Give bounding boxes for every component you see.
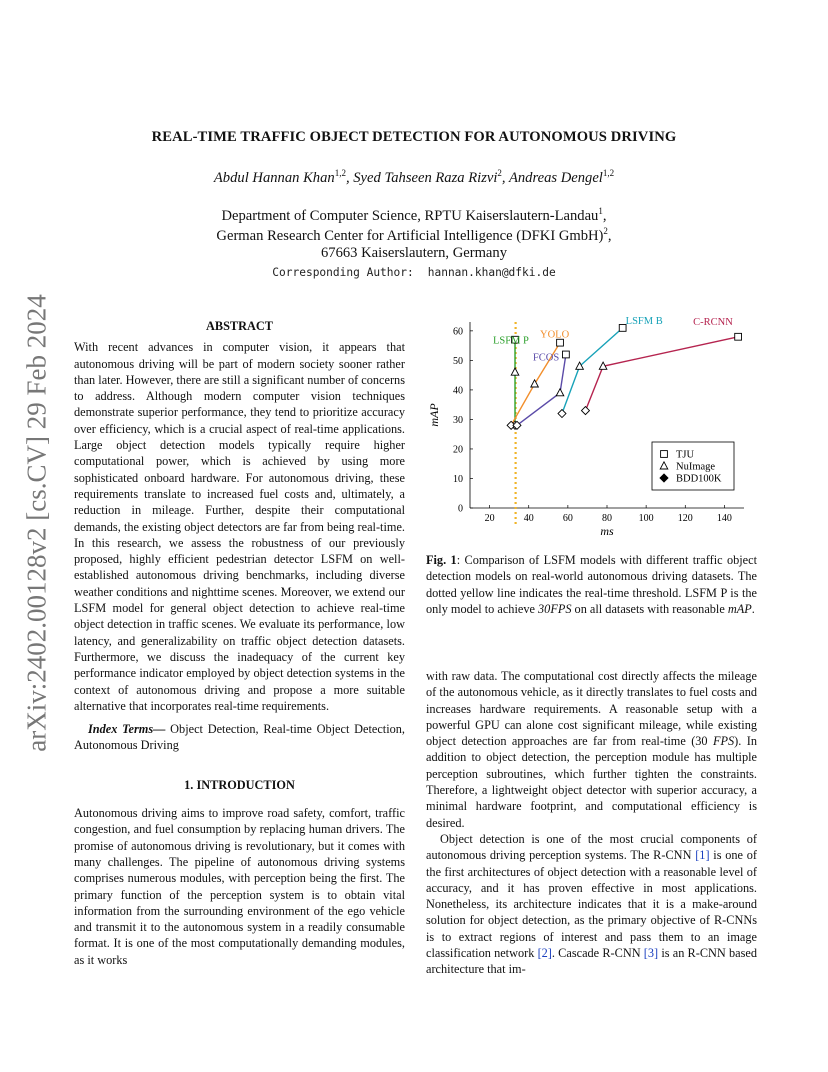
left-column — [74, 318, 405, 968]
y-tick-label: 60 — [453, 326, 463, 338]
series-line — [562, 328, 623, 414]
index-terms — [74, 721, 405, 754]
body-paragraph — [426, 831, 757, 978]
tju-marker — [661, 451, 668, 458]
author-affiliation-mark: 1,2 — [602, 168, 615, 178]
affiliation-line-1 — [0, 206, 828, 225]
abstract-text: With recent advances in computer vision, it appears that autonomous driving will be part of modern society sooner rather than later. However, there are still a significant number of concerns to address. Although modern computer vision techniques demonstrate superior performance, they tend to prioritize accuracy over efficiency, which is a crucial aspect of real-time applications. Large object detection models typically require higher computational power, which is achieved by using more sophisticated onboard hardware. For autonomous driving, these requirements translate to increased fuel costs and, ultimately, a reduction in mileage. Further, despite their computational demands, the existing object detectors are far from being real-time. In this research, we assess the robustness of our previously proposed, highly efficient pedestrian detector LSFM on well-established autonomous driving benchmarks, including diverse weather conditions and nighttime scenes. Moreover, we extend our LSFM model for general object detection to achieve real-time object detection in traffic scenes. We evaluate its performance, low latency, and generalizability on traffic object detection datasets. Furthermore, we discuss the inadequacy of the current key performance indicator employed by object detection systems in the context of autonomous driving and propose a more suitable alternative that incorporates real-time requirements. — [74, 340, 405, 713]
series-labels — [493, 316, 733, 364]
body-text: ). In addition to object detection, the perception module has multiple perception subroutines, which further tighten the constraints. Therefore, a lightweight object detector with superior accuracy, a minimal hardware footprint, and computational efficiency is desired. — [426, 734, 757, 830]
author-name: Syed Tahseen Raza Rizvi — [353, 169, 498, 186]
tju-marker — [563, 351, 570, 358]
caption-text: . — [751, 601, 755, 616]
citation-link[interactable]: [2] — [537, 946, 552, 961]
author-name: Andreas Dengel — [508, 169, 603, 186]
index-terms-label: Index Terms— — [88, 722, 166, 737]
x-tick-label: 20 — [484, 513, 495, 524]
author-name: Abdul Hannan Khan — [213, 169, 335, 186]
caption-text: on all datasets with reasonable — [571, 601, 728, 616]
y-tick-label: 0 — [458, 503, 463, 515]
affiliation-punct: , — [607, 227, 612, 244]
affiliation-text: German Research Center for Artificial Intelligence (DFKI GmbH) — [216, 227, 604, 244]
y-tick-label: 10 — [453, 473, 463, 485]
series-label: C-RCNN — [693, 316, 733, 328]
x-tick-label: 100 — [638, 513, 654, 524]
arxiv-identifier — [22, 288, 52, 758]
body-text: is one of the first architectures of object detection with a reasonable level of accuracy, and it has proven effective in most applications. Nonetheless, its architecture indicates that it is a make-around solution for object detection, as the primary objective of R-CNNs is to extract regions of interest and pass them to an image classification network — [426, 848, 757, 961]
affiliation-text: Department of Computer Science, RPTU Kaiserslautern-Landau — [221, 207, 599, 224]
author-affiliation-mark: 2 — [497, 168, 502, 178]
y-axis-label: mAP — [427, 403, 441, 427]
x-axis-label: ms — [600, 524, 614, 538]
affiliation-mark: 1 — [598, 206, 603, 216]
body-math: FPS — [713, 734, 735, 749]
introduction-heading: 1. INTRODUCTION — [184, 777, 295, 792]
nuimage-marker — [556, 389, 564, 396]
author-list — [0, 168, 828, 187]
introduction-paragraph: Autonomous driving aims to improve road safety, comfort, traffic congestion, and fuel consumption by replacing human drivers. The promise of autonomous driving is revolutionary, but it comes with many challenges. The pipeline of autonomous driving systems comprises numerous modules, with perception being the first. The primary function of the perception system is to obtain vital information from the surrounding environment of the ego vehicle and transmit it to the autonomous system in a readily consumable format. It is one of the most computationally demanding modules, as it works — [74, 806, 405, 967]
paper-title: REAL-TIME TRAFFIC OBJECT DETECTION FOR AUTONOMOUS DRIVING — [151, 129, 677, 145]
author-affiliation-mark: 1,2 — [334, 168, 346, 178]
affiliation-mark: 2 — [603, 226, 608, 236]
figure-1-chart — [426, 314, 761, 544]
series-label: YOLO — [540, 329, 570, 341]
body-paragraph — [426, 668, 757, 831]
y-tick-label: 30 — [453, 414, 463, 426]
caption-math: mAP — [727, 601, 752, 616]
author-separator: , — [345, 169, 354, 186]
caption-label: Fig. 1 — [426, 553, 457, 567]
index-terms-text: Object Detection, Real-time Object Detection, Autonomous Driving — [74, 722, 405, 753]
citation-link[interactable]: [1] — [695, 848, 710, 863]
x-tick-label: 140 — [716, 513, 732, 524]
legend-label: NuImage — [676, 461, 716, 473]
affiliation-punct: , — [602, 207, 607, 224]
x-tick-label: 120 — [677, 513, 693, 524]
abstract-heading: ABSTRACT — [206, 319, 273, 333]
caption-math: 30FPS — [538, 601, 572, 616]
affiliation-line-2 — [0, 226, 828, 245]
series-label: FCOS — [532, 352, 560, 364]
nuimage-marker — [511, 368, 519, 375]
chart-legend — [652, 442, 734, 490]
bdd100k-marker — [558, 410, 566, 418]
bdd100k-marker — [581, 407, 589, 415]
axis-ticks — [453, 326, 732, 524]
x-tick-label: 60 — [562, 513, 573, 524]
affiliation-line-3: 67663 Kaiserslautern, Germany — [320, 245, 507, 261]
body-text: Object detection is one of the most crucial components of autonomous driving perception systems. The R-CNN — [426, 831, 757, 863]
body-text: with raw data. The computational cost directly affects the mileage of the autonomous vehicle, as it directly translates to fuel costs and increases hardware requirements. A reasonable setup with a powerful GPU can alone cost significant mileage, while existing object detection approaches are far from real-time (30 — [426, 669, 757, 749]
series-label: LSFM P — [493, 335, 529, 347]
y-tick-label: 50 — [453, 355, 463, 367]
body-text: is an R-CNN based architecture that im- — [426, 946, 757, 977]
right-column — [426, 668, 757, 978]
legend-label: TJU — [676, 449, 695, 461]
legend-label: BDD100K — [676, 473, 722, 485]
y-tick-label: 40 — [453, 385, 463, 397]
y-tick-label: 20 — [453, 444, 463, 456]
series-line — [585, 337, 738, 411]
body-text: . Cascade R-CNN — [551, 946, 644, 961]
corresponding-author — [0, 266, 828, 279]
citation-link[interactable]: [3] — [643, 946, 659, 961]
x-tick-label: 40 — [523, 513, 534, 524]
figure-caption — [426, 552, 757, 617]
x-tick-label: 80 — [602, 513, 612, 524]
corresponding-label: Corresponding Author: — [272, 266, 414, 279]
author-separator: , — [501, 169, 509, 186]
caption-text: : Comparison of LSFM models with different traffic object detection models on real-world autonomous driving datasets. The dotted yellow line indicates the real-time threshold. LSFM P is the only model to achieve — [426, 553, 758, 616]
arxiv-identifier-text: arXiv:2402.00128v2 [cs.CV] 29 Feb 2024 — [21, 294, 52, 752]
corresponding-email[interactable]: hannan.khan@dfki.de — [427, 266, 556, 279]
tju-marker — [735, 333, 742, 340]
series-label: LSFM B — [625, 315, 663, 327]
